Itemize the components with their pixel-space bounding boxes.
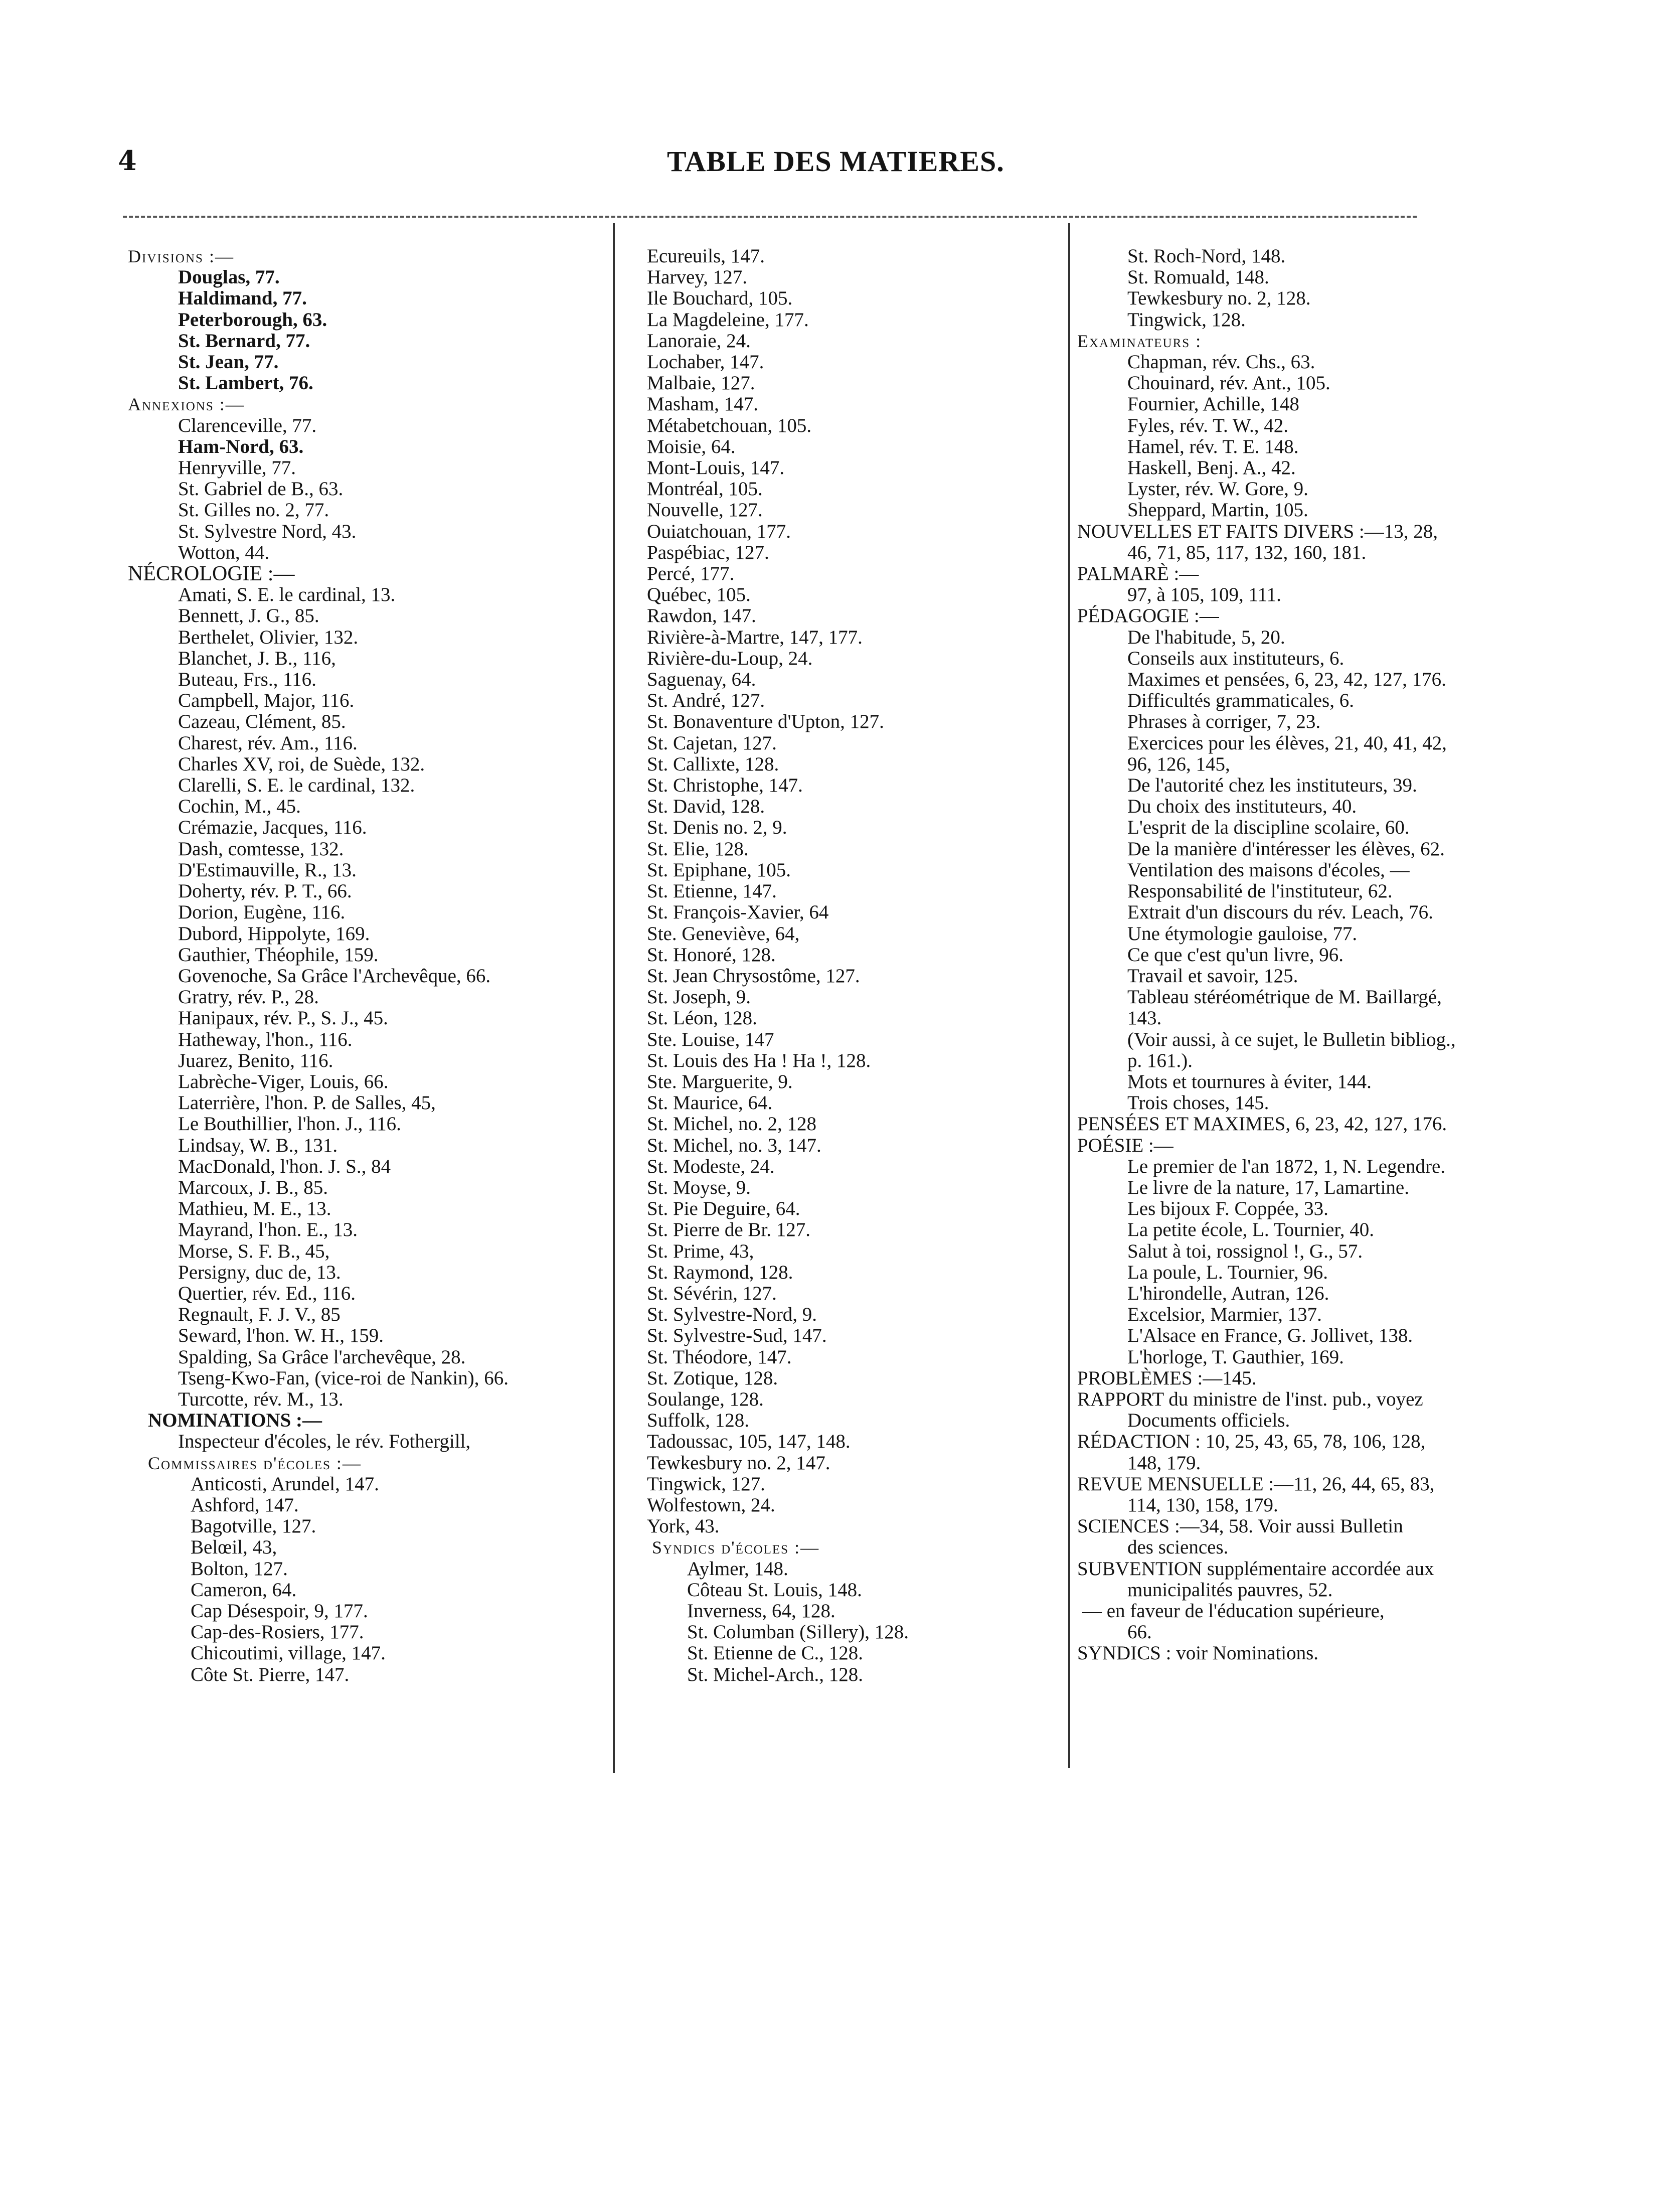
index-entry: Cap Désespoir, 9, 177. [191,1600,368,1622]
index-entry: Ce que c'est qu'un livre, 96. [1127,944,1344,966]
index-entry: POÉSIE :— [1077,1134,1173,1156]
index-entry: Côte St. Pierre, 147. [191,1663,350,1685]
index-entry: Tingwick, 128. [1127,308,1246,331]
index-entry: St. Romuald, 148. [1127,266,1269,288]
index-entry: municipalités pauvres, 52. [1127,1579,1333,1601]
index-entry: Tseng-Kwo-Fan, (vice-roi de Nankin), 66. [178,1367,509,1389]
index-entry: Wolfestown, 24. [647,1494,775,1516]
index-entry: Belœil, 43, [191,1536,277,1558]
index-entry: St. Callixte, 128. [647,753,779,775]
index-entry: St. Sylvestre-Nord, 9. [647,1304,817,1326]
index-entry: Annexions :— [128,394,245,415]
index-entry: Ste. Louise, 147 [647,1028,774,1050]
index-entry: St. Joseph, 9. [647,986,751,1008]
index-entry: Le livre de la nature, 17, Lamartine. [1127,1176,1409,1198]
index-entry: Conseils aux instituteurs, 6. [1127,647,1345,669]
index-entry: Clarenceville, 77. [178,414,317,436]
index-entry: Ste. Marguerite, 9. [647,1070,793,1092]
index-entry: St. Sévérin, 127. [647,1282,777,1304]
index-entry: L'esprit de la discipline scolaire, 60. [1127,817,1410,839]
index-entry: Documents officiels. [1127,1410,1290,1432]
index-entry: Mayrand, l'hon. E., 13. [178,1219,358,1241]
index-entry: Morse, S. F. B., 45, [178,1240,330,1262]
index-entry: La petite école, L. Tournier, 40. [1127,1219,1375,1241]
index-entry: des sciences. [1127,1536,1229,1558]
index-entry: Responsabilité de l'instituteur, 62. [1127,880,1393,902]
index-entry: Fyles, rév. T. W., 42. [1127,414,1289,436]
index-entry: Dubord, Hippolyte, 169. [178,922,370,945]
index-entry: Regnault, F. J. V., 85 [178,1304,341,1326]
index-entry: Wotton, 44. [178,541,270,563]
index-entry: Tewkesbury no. 2, 147. [647,1452,830,1474]
index-entry: Ouiatchouan, 177. [647,520,791,542]
index-entry: 96, 126, 145, [1127,753,1230,775]
index-entry: NOMINATIONS :— [148,1410,322,1432]
index-entry: (Voir aussi, à ce sujet, le Bulletin bibliog., [1127,1028,1456,1050]
page-number: 4 [118,144,137,177]
index-entry: St. Modeste, 24. [647,1155,775,1177]
index-entry: Chouinard, rév. Ant., 105. [1127,372,1330,394]
index-entry: Cochin, M., 45. [178,796,301,818]
index-entry: SCIENCES :—34, 58. Voir aussi Bulletin [1077,1515,1403,1537]
index-entry: Montréal, 105. [647,478,763,500]
index-entry: Juarez, Benito, 116. [178,1049,333,1071]
index-entry: Masham, 147. [647,393,759,415]
index-entry: Rivière-à-Martre, 147, 177. [647,626,863,648]
index-entry: St. Maurice, 64. [647,1092,773,1114]
index-entry: Nouvelle, 127. [647,499,763,521]
index-entry: 97, à 105, 109, 111. [1127,584,1281,606]
index-entry: NÉCROLOGIE :— [128,562,295,586]
index-entry: PENSÉES ET MAXIMES, 6, 23, 42, 127, 176. [1077,1113,1447,1135]
index-entry: Persigny, duc de, 13. [178,1261,341,1283]
index-entry: Du choix des instituteurs, 40. [1127,796,1357,818]
index-entry: St. Zotique, 128. [647,1367,778,1389]
index-entry: Exercices pour les élèves, 21, 40, 41, 42, [1127,732,1447,754]
index-entry: St. Honoré, 128. [647,944,776,966]
index-entry: Mont-Louis, 147. [647,457,785,479]
index-entry: Clarelli, S. E. le cardinal, 132. [178,774,415,797]
index-entry: Lyster, rév. W. Gore, 9. [1127,478,1308,500]
index-entry: Difficultés grammaticales, 6. [1127,690,1354,712]
index-entry: 143. [1127,1007,1162,1029]
index-entry: SUBVENTION supplémentaire accordée aux [1077,1557,1434,1580]
index-entry: Douglas, 77. [178,266,280,288]
index-entry: St. Jean, 77. [178,351,279,373]
index-entry: Bolton, 127. [191,1557,288,1580]
index-entry: La poule, L. Tournier, 96. [1127,1261,1328,1283]
index-entry: Soulange, 128. [647,1388,764,1410]
index-entry: Fournier, Achille, 148 [1127,393,1299,415]
index-entry: Peterborough, 63. [178,308,327,331]
index-entry: — en faveur de l'éducation supérieure, [1082,1600,1385,1622]
index-entry: Haldimand, 77. [178,287,307,309]
index-entry: St. Gabriel de B., 63. [178,478,344,500]
index-entry: L'Alsace en France, G. Jollivet, 138. [1127,1325,1413,1347]
index-entry: Chicoutimi, village, 147. [191,1642,386,1664]
index-entry: Excelsior, Marmier, 137. [1127,1304,1322,1326]
index-entry: Trois choses, 145. [1127,1092,1269,1114]
index-column-3 [1077,246,1524,1664]
index-entry: Québec, 105. [647,584,751,606]
index-entry: 148, 179. [1127,1452,1201,1474]
index-entry: 46, 71, 85, 117, 132, 160, 181. [1127,541,1367,563]
index-entry: Gauthier, Théophile, 159. [178,944,379,966]
index-entry: De l'autorité chez les instituteurs, 39. [1127,774,1417,797]
index-entry: St. Sylvestre Nord, 43. [178,520,357,542]
index-entry: Inspecteur d'écoles, le rév. Fothergill, [178,1431,471,1453]
index-entry: Lanoraie, 24. [647,330,751,352]
index-entry: 66. [1127,1621,1152,1643]
index-entry: REVUE MENSUELLE :—11, 26, 44, 65, 83, [1077,1473,1435,1495]
index-entry: Syndics d'écoles :— [652,1537,820,1558]
index-entry: Turcotte, rév. M., 13. [178,1388,344,1410]
index-entry: Tewkesbury no. 2, 128. [1127,287,1311,309]
index-entry: St. Raymond, 128. [647,1261,793,1283]
index-entry: Laterrière, l'hon. P. de Salles, 45, [178,1092,436,1114]
index-entry: Cazeau, Clément, 85. [178,711,346,733]
index-entry: Hanipaux, rév. P., S. J., 45. [178,1007,388,1029]
index-column-2 [647,246,1048,1685]
index-entry: Hamel, rév. T. E. 148. [1127,435,1299,457]
index-entry: Campbell, Major, 116. [178,690,355,712]
index-entry: Une étymologie gauloise, 77. [1127,922,1358,945]
index-entry: St. Christophe, 147. [647,774,803,797]
index-entry: Harvey, 127. [647,266,747,288]
index-entry: Commissaires d'écoles :— [148,1453,362,1473]
index-entry: Amati, S. E. le cardinal, 13. [178,584,396,606]
index-entry: RÉDACTION : 10, 25, 43, 65, 78, 106, 128, [1077,1431,1426,1453]
index-entry: Lindsay, W. B., 131. [178,1134,338,1156]
index-entry: St. Elie, 128. [647,838,749,860]
index-entry: St. Sylvestre-Sud, 147. [647,1325,827,1347]
page-title: TABLE DES MATIERES. [667,145,1004,178]
index-entry: Mots et tournures à éviter, 144. [1127,1070,1372,1092]
index-entry: Les bijoux F. Coppée, 33. [1127,1198,1328,1220]
index-entry: Ashford, 147. [191,1494,299,1516]
index-entry: Marcoux, J. B., 85. [178,1176,328,1198]
index-entry: Ste. Geneviève, 64, [647,922,800,945]
index-entry: Tableau stéréométrique de M. Baillargé, [1127,986,1442,1008]
index-entry: PROBLÈMES :—145. [1077,1367,1257,1389]
index-entry: PÉDAGOGIE :— [1077,605,1219,627]
index-entry: St. Etienne de C., 128. [687,1642,863,1664]
index-entry: Divisions :— [128,246,234,266]
index-entry: Maximes et pensées, 6, 23, 42, 127, 176. [1127,669,1446,691]
index-entry: Moisie, 64. [647,435,736,457]
index-entry: Ham-Nord, 63. [178,435,304,457]
index-entry: Blanchet, J. B., 116, [178,647,336,669]
index-entry: St. François-Xavier, 64 [647,901,829,923]
index-entry: St. Michel, no. 3, 147. [647,1134,821,1156]
index-entry: York, 43. [647,1515,720,1537]
index-entry: Henryville, 77. [178,457,296,479]
index-entry: Salut à toi, rossignol !, G., 57. [1127,1240,1363,1262]
index-entry: St. Bernard, 77. [178,330,310,352]
index-entry: Tingwick, 127. [647,1473,765,1495]
index-entry: L'horloge, T. Gauthier, 169. [1127,1346,1344,1368]
index-entry: St. Moyse, 9. [647,1176,751,1198]
index-entry: St. Gilles no. 2, 77. [178,499,329,521]
index-entry: St. Columban (Sillery), 128. [687,1621,909,1643]
index-entry: Malbaie, 127. [647,372,755,394]
index-entry: Buteau, Frs., 116. [178,669,316,691]
index-entry: Cap-des-Rosiers, 177. [191,1621,364,1643]
index-entry: Berthelet, Olivier, 132. [178,626,359,648]
index-entry: Côteau St. Louis, 148. [687,1579,862,1601]
index-entry: Dorion, Eugène, 116. [178,901,346,923]
index-entry: St. Lambert, 76. [178,372,313,394]
index-entry: Travail et savoir, 125. [1127,965,1298,987]
index-entry: RAPPORT du ministre de l'inst. pub., voyez [1077,1388,1423,1410]
index-entry: Labrèche-Viger, Louis, 66. [178,1070,389,1092]
index-entry: Examinateurs : [1077,331,1202,351]
index-entry: Le premier de l'an 1872, 1, N. Legendre. [1127,1155,1446,1177]
index-entry: Chapman, rév. Chs., 63. [1127,351,1315,373]
index-entry: Charles XV, roi, de Suède, 132. [178,753,425,775]
index-entry: L'hirondelle, Autran, 126. [1127,1282,1329,1304]
index-entry: Extrait d'un discours du rév. Leach, 76. [1127,901,1433,923]
index-entry: Sheppard, Martin, 105. [1127,499,1308,521]
index-entry: St. Michel, no. 2, 128 [647,1113,816,1135]
index-entry: Hatheway, l'hon., 116. [178,1028,353,1050]
index-entry: Métabetchouan, 105. [647,414,812,436]
index-entry: St. Bonaventure d'Upton, 127. [647,711,884,733]
index-entry: SYNDICS : voir Nominations. [1077,1642,1319,1664]
index-entry: Le Bouthillier, l'hon. J., 116. [178,1113,401,1135]
index-entry: St. Louis des Ha ! Ha !, 128. [647,1049,871,1071]
index-entry: Percé, 177. [647,563,735,585]
index-entry: p. 161.). [1127,1049,1193,1071]
index-entry: Cameron, 64. [191,1579,297,1601]
index-entry: St. Roch-Nord, 148. [1127,245,1286,267]
index-entry: Rivière-du-Loup, 24. [647,647,813,669]
column-divider-1 [613,223,615,1773]
index-entry: Bennett, J. G., 85. [178,605,319,627]
index-entry: PALMARÈ :— [1077,563,1199,585]
index-entry: Ventilation des maisons d'écoles, — [1127,859,1410,881]
index-entry: Bagotville, 127. [191,1515,316,1537]
index-entry: D'Estimauville, R., 13. [178,859,357,881]
index-entry: Tadoussac, 105, 147, 148. [647,1431,851,1453]
index-entry: Dash, comtesse, 132. [178,838,344,860]
index-entry: Seward, l'hon. W. H., 159. [178,1325,384,1347]
index-entry: Mathieu, M. E., 13. [178,1198,331,1220]
index-entry: Aylmer, 148. [687,1557,788,1580]
index-entry: St. Pierre de Br. 127. [647,1219,811,1241]
index-entry: Crémazie, Jacques, 116. [178,817,367,839]
index-entry: Quertier, rév. Ed., 116. [178,1282,356,1304]
index-entry: St. Etienne, 147. [647,880,777,902]
index-entry: Lochaber, 147. [647,351,764,373]
index-entry: Rawdon, 147. [647,605,756,627]
index-column-1 [128,246,609,1685]
index-entry: Charest, rév. Am., 116. [178,732,358,754]
index-entry: St. Denis no. 2, 9. [647,817,787,839]
index-entry: Haskell, Benj. A., 42. [1127,457,1296,479]
index-entry: Saguenay, 64. [647,669,756,691]
index-entry: St. Jean Chrysostôme, 127. [647,965,860,987]
index-entry: 114, 130, 158, 179. [1127,1494,1278,1516]
index-entry: St. Michel-Arch., 128. [687,1663,863,1685]
index-entry: Gratry, rév. P., 28. [178,986,319,1008]
index-entry: Govenoche, Sa Grâce l'Archevêque, 66. [178,965,491,987]
index-entry: Suffolk, 128. [647,1410,750,1432]
index-entry: Anticosti, Arundel, 147. [191,1473,379,1495]
index-entry: De l'habitude, 5, 20. [1127,626,1285,648]
index-entry: NOUVELLES ET FAITS DIVERS :—13, 28, [1077,520,1438,542]
column-divider-2 [1068,223,1070,1768]
index-entry: Phrases à corriger, 7, 23. [1127,711,1321,733]
index-entry: La Magdeleine, 177. [647,308,809,331]
index-entry: St. Prime, 43, [647,1240,754,1262]
index-entry: St. Théodore, 147. [647,1346,792,1368]
index-entry: St. Cajetan, 127. [647,732,777,754]
index-entry: St. André, 127. [647,690,765,712]
index-entry: Spalding, Sa Grâce l'archevêque, 28. [178,1346,466,1368]
index-entry: MacDonald, l'hon. J. S., 84 [178,1155,391,1177]
index-entry: Ile Bouchard, 105. [647,287,793,309]
index-entry: Ecureuils, 147. [647,245,765,267]
index-entry: St. David, 128. [647,796,765,818]
index-entry: St. Epiphane, 105. [647,859,791,881]
index-entry: Inverness, 64, 128. [687,1600,835,1622]
index-entry: St. Léon, 128. [647,1007,757,1029]
header-rule [123,216,1417,218]
index-entry: Paspébiac, 127. [647,541,769,563]
index-entry: De la manière d'intéresser les élèves, 62. [1127,838,1445,860]
index-entry: Doherty, rév. P. T., 66. [178,880,352,902]
index-entry: St. Pie Deguire, 64. [647,1198,800,1220]
